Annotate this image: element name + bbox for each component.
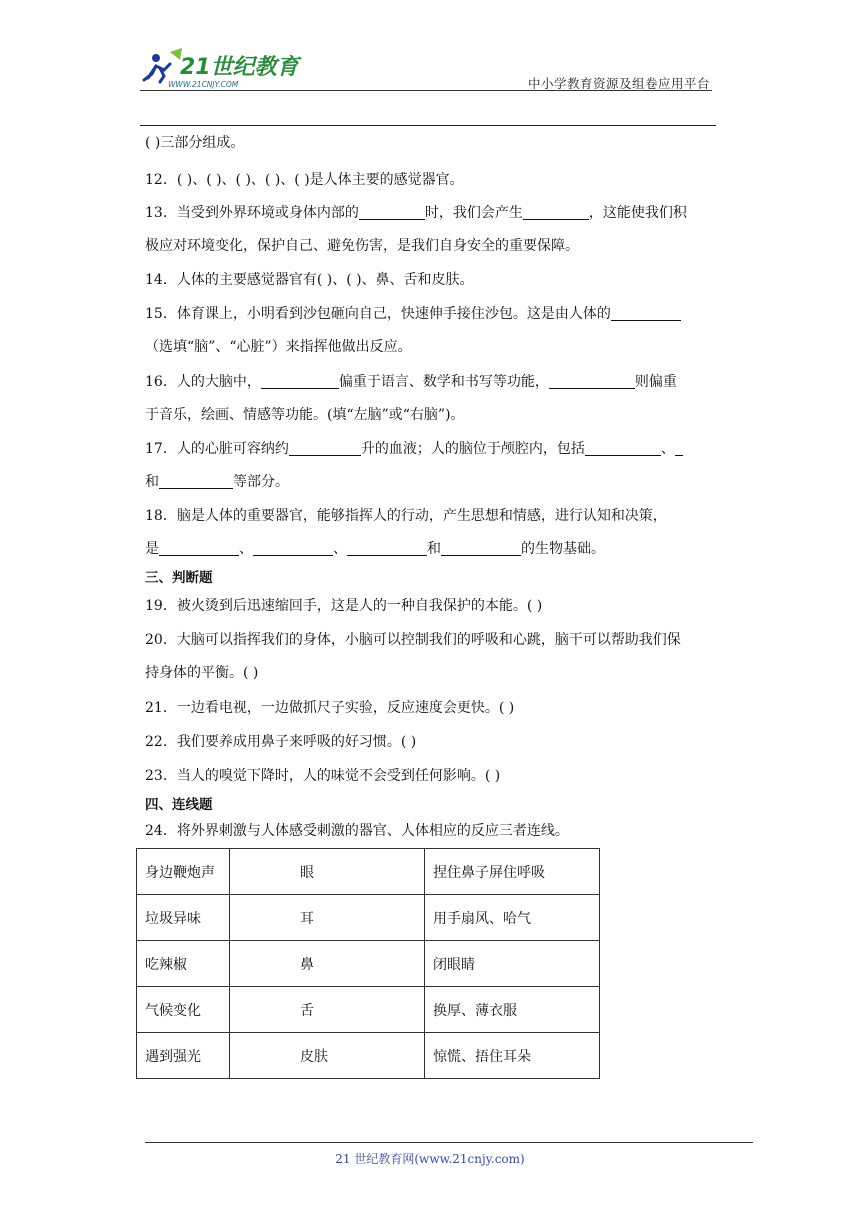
reaction-cell[interactable]: 换厚、薄衣服 xyxy=(425,987,600,1033)
text: 16．人的大脑中， xyxy=(145,374,261,390)
text: 17．人的心脏可容纳约 xyxy=(145,441,289,457)
stimulus-cell[interactable]: 遇到强光 xyxy=(137,1033,230,1079)
question-16-line2: 于音乐，绘画、情感等功能。(填“左脑”或“右脑”)。 xyxy=(145,407,465,423)
organ-cell[interactable]: 舌 xyxy=(230,987,425,1033)
content-top-divider xyxy=(140,125,716,126)
question-14: 14．人体的主要感觉器官有( )、( )、鼻、舌和皮肤。 xyxy=(145,272,474,288)
question-17-line2 xyxy=(145,472,289,492)
footer-link[interactable]: 21 世纪教育网(www.21cnjy.com) xyxy=(335,1152,525,1166)
question-18-line1: 18．脑是人体的重要器官，能够指挥人的行动，产生思想和情感，进行认知和决策， xyxy=(145,508,667,524)
text: 是 xyxy=(145,541,159,557)
question-15-line1 xyxy=(145,304,681,324)
reaction-cell[interactable]: 闭眼睛 xyxy=(425,941,600,987)
reaction-cell[interactable]: 捏住鼻子屏住呼吸 xyxy=(425,849,600,895)
site-logo xyxy=(140,44,310,90)
answer-blank[interactable] xyxy=(585,441,661,456)
table-row xyxy=(137,1033,600,1079)
text: 和 xyxy=(427,541,441,557)
header-divider xyxy=(140,90,712,91)
q11-tail: ( )三部分组成。 xyxy=(145,135,245,151)
answer-blank[interactable] xyxy=(611,306,681,321)
table-row xyxy=(137,987,600,1033)
footer-divider xyxy=(145,1142,753,1143)
answer-blank[interactable] xyxy=(523,205,589,220)
text: 、 xyxy=(333,541,347,557)
question-13-line2: 极应对环境变化，保护自己、避免伤害，是我们自身安全的重要保障。 xyxy=(145,238,579,254)
answer-blank[interactable] xyxy=(347,541,427,556)
answer-blank[interactable] xyxy=(675,441,683,456)
answer-blank[interactable] xyxy=(253,541,333,556)
text: 时，我们会产生 xyxy=(424,205,523,221)
stimulus-cell[interactable]: 吃辣椒 xyxy=(137,941,230,987)
question-13-line1 xyxy=(145,203,687,223)
question-24: 24．将外界刺激与人体感受刺激的器官、人体相应的反应三者连线。 xyxy=(145,823,569,839)
section-4-heading: 四、连线题 xyxy=(145,797,213,813)
text: 15．体育课上，小明看到沙包砸向自己，快速伸手接住沙包。这是由人体的 xyxy=(145,306,611,322)
question-16-line1 xyxy=(145,372,677,392)
organ-cell[interactable]: 鼻 xyxy=(230,941,425,987)
reaction-cell[interactable]: 用手扇风、哈气 xyxy=(425,895,600,941)
answer-blank[interactable] xyxy=(289,441,361,456)
platform-name: 中小学教育资源及组卷应用平台 xyxy=(527,76,710,91)
table-row xyxy=(137,941,600,987)
text: ，这能使我们积 xyxy=(588,205,687,221)
question-23: 23．当人的嗅觉下降时，人的味觉不会受到任何影响。( ) xyxy=(145,768,501,784)
text: 则偏重 xyxy=(634,374,677,390)
organ-cell[interactable]: 眼 xyxy=(230,849,425,895)
text: 、 xyxy=(660,441,675,457)
question-19: 19．被火烫到后迅速缩回手，这是人的一种自我保护的本能。( ) xyxy=(145,598,543,614)
answer-blank[interactable] xyxy=(359,205,425,220)
stimulus-cell[interactable]: 身边鞭炮声 xyxy=(137,849,230,895)
question-18-line2 xyxy=(145,539,605,559)
question-21: 21．一边看电视，一边做抓尺子实验，反应速度会更快。( ) xyxy=(145,700,515,716)
text: 、 xyxy=(239,541,253,557)
table-row xyxy=(137,849,600,895)
text: 等部分。 xyxy=(233,474,289,490)
question-15-line2: （选填“脑”、“心脏”）来指挥他做出反应。 xyxy=(145,339,412,355)
text: 和 xyxy=(145,474,159,490)
svg-text:WWW.21CNJY.COM: WWW.21CNJY.COM xyxy=(168,80,239,89)
answer-blank[interactable] xyxy=(159,474,233,489)
answer-blank[interactable] xyxy=(159,541,239,556)
stimulus-cell[interactable]: 垃圾异味 xyxy=(137,895,230,941)
text: 升的血液；人的脑位于颅腔内，包括 xyxy=(360,441,585,457)
question-12: 12．( )、( )、( )、( )、( )是人体主要的感觉器官。 xyxy=(145,172,464,188)
stimulus-cell[interactable]: 气候变化 xyxy=(137,987,230,1033)
question-22: 22．我们要养成用鼻子来呼吸的好习惯。( ) xyxy=(145,734,417,750)
question-20-line2: 持身体的平衡。( ) xyxy=(145,665,259,681)
text: 13．当受到外界环境或身体内部的 xyxy=(145,205,359,221)
question-17-line1 xyxy=(145,439,683,459)
section-3-heading: 三、判断题 xyxy=(145,570,213,586)
organ-cell[interactable]: 皮肤 xyxy=(230,1033,425,1079)
question-20-line1: 20．大脑可以指挥我们的身体，小脑可以控制我们的呼吸和心跳，脑干可以帮助我们保 xyxy=(145,632,681,648)
answer-blank[interactable] xyxy=(549,374,635,389)
svg-text:21世纪教育: 21世纪教育 xyxy=(180,55,299,80)
answer-blank[interactable] xyxy=(261,374,339,389)
reaction-cell[interactable]: 惊慌、捂住耳朵 xyxy=(425,1033,600,1079)
answer-blank[interactable] xyxy=(441,541,521,556)
text: 偏重于语言、数学和书写等功能， xyxy=(338,374,549,390)
text: 的生物基础。 xyxy=(521,541,605,557)
organ-cell[interactable]: 耳 xyxy=(230,895,425,941)
matching-table xyxy=(136,848,600,1079)
table-row xyxy=(137,895,600,941)
